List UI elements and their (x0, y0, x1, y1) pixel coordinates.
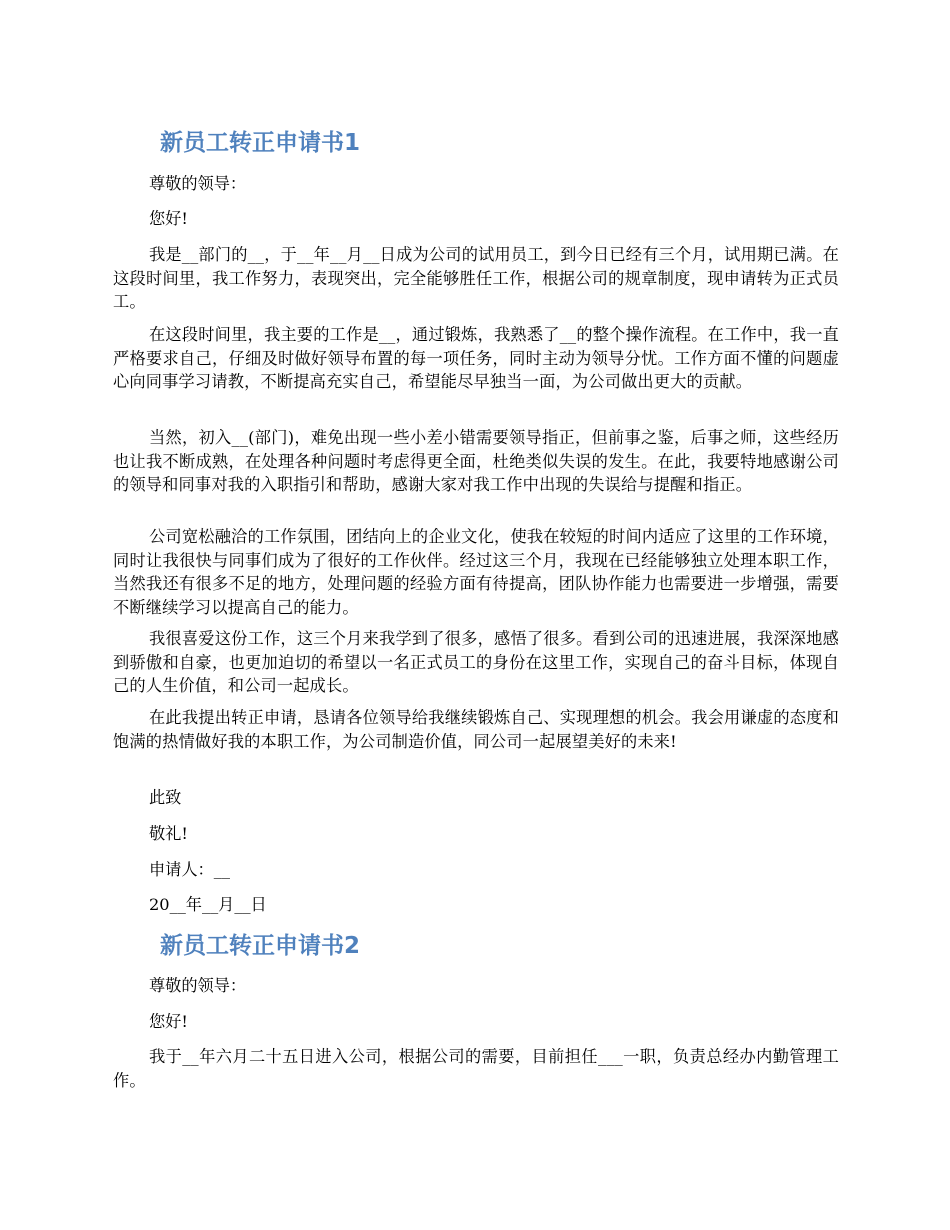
regards-line: 敬礼! (149, 824, 188, 843)
body-paragraph: 当然，初入__(部门)，难免出现一些小差小错需要领导指正，但前事之鉴，后事之师，这些经历也让我不断成熟，在处理各种问题时考虑得更全面，杜绝类似失误的发生。在此，我要特地感谢公司的领导和同事对我的入职指引和帮助，感谢大家对我工作中出现的失误给与提醒和指正。 (113, 428, 839, 494)
greeting: 您好! (149, 1012, 188, 1031)
greeting: 您好! (149, 209, 188, 228)
salutation: 尊敬的领导： (149, 174, 247, 193)
body-paragraph: 我很喜爱这份工作，这三个月来我学到了很多，感悟了很多。看到公司的迅速进展，我深深地感到骄傲和自豪，也更加迫切的希望以一名正式员工的身份在这里工作，实现自己的奋斗目标，体现自己的人生价值，和公司一起成长。 (113, 629, 839, 695)
date-line: 20__年__月__日 (149, 895, 267, 914)
body-paragraph: 我于__年六月二十五日进入公司，根据公司的需要，目前担任___一职，负责总经办内勤管理工作。 (113, 1047, 839, 1090)
salutation: 尊敬的领导： (149, 976, 247, 995)
body-paragraph: 在这段时间里，我主要的工作是__，通过锻炼，我熟悉了__的整个操作流程。在工作中，我一直严格要求自己，仔细及时做好领导布置的每一项任务，同时主动为领导分忧。工作方面不懂的问题虚心向同事学习请教，不断提高充实自己，希望能尽早独当一面，为公司做出更大的贡献。 (113, 325, 839, 391)
body-paragraph: 在此我提出转正申请，恳请各位领导给我继续锻炼自己、实现理想的机会。我会用谦虚的态度和饱满的热情做好我的本职工作，为公司制造价值，同公司一起展望美好的未来! (113, 708, 839, 751)
body-paragraph: 公司宽松融洽的工作氛围，团结向上的企业文化，使我在较短的时间内适应了这里的工作环境，同时让我很快与同事们成为了很好的工作伙伴。经过这三个月，我现在已经能够独立处理本职工作，当然我还有很多不足的地方，处理问题的经验方面有待提高，团队协作能力也需要进一步增强，需要不断继续学习以提高自己的能力。 (113, 527, 839, 617)
applicant-line: 申请人：__ (149, 860, 230, 879)
section-title: 新员工转正申请书2 (160, 933, 361, 959)
section-title: 新员工转正申请书1 (160, 130, 361, 156)
closing-line: 此致 (149, 788, 182, 807)
body-paragraph: 我是__部门的__，于__年__月__日成为公司的试用员工，到今日已经有三个月，试用期已满。在这段时间里，我工作努力，表现突出，完全能够胜任工作，根据公司的规章制度，现申请转为正式员工。 (113, 245, 839, 311)
